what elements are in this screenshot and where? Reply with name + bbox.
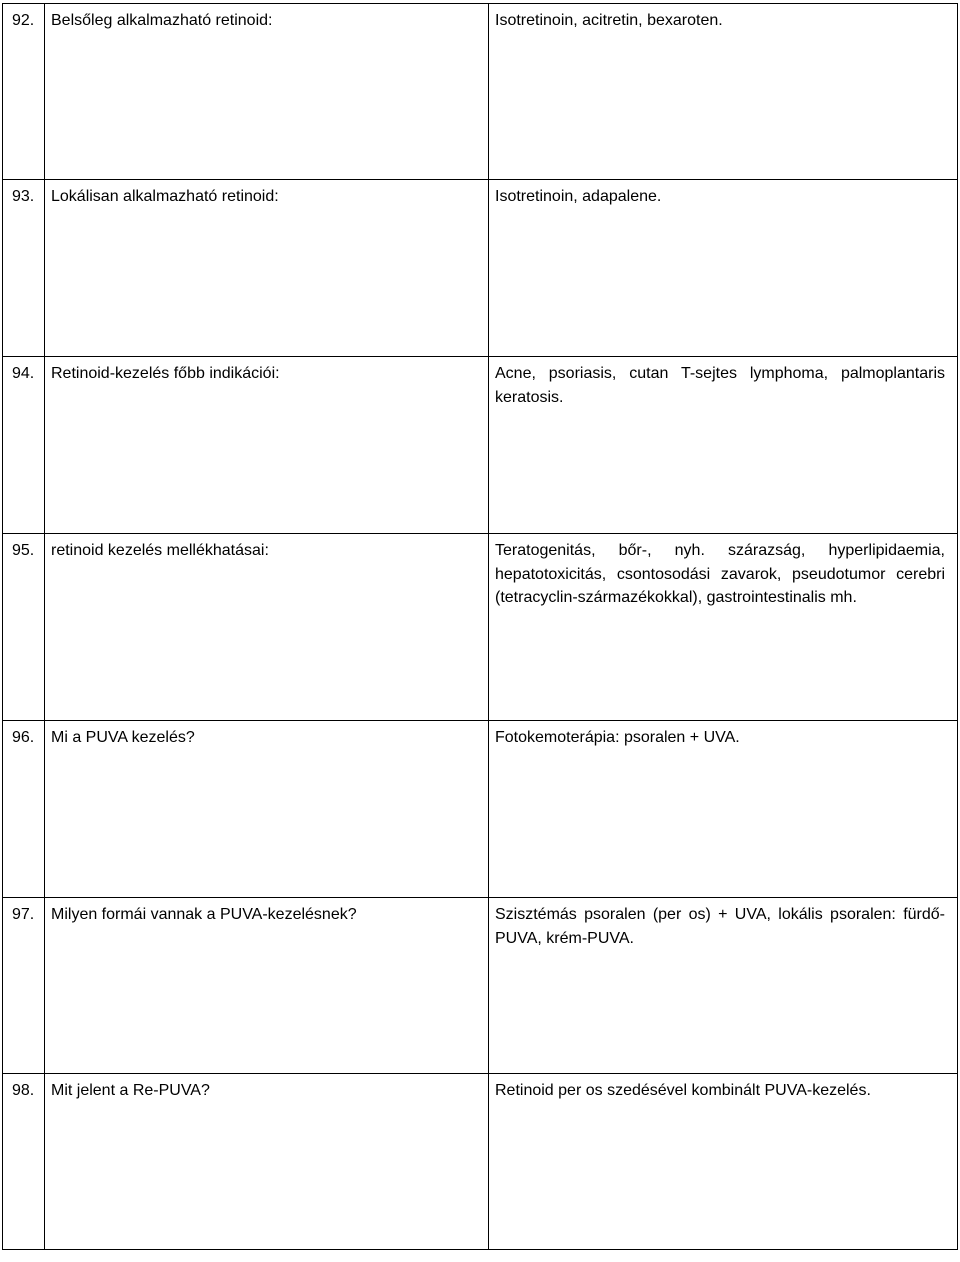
question-cell: Milyen formái vannak a PUVA-kezelésnek? — [45, 898, 489, 1074]
row-number: 92. — [3, 4, 45, 180]
row-number: 93. — [3, 180, 45, 357]
answer-cell: Fotokemoterápia: psoralen + UVA. — [489, 721, 958, 898]
answer-cell: Szisztémás psoralen (per os) + UVA, lokális psoralen: fürdő-PUVA, krém-PUVA. — [489, 898, 958, 1074]
table-row — [3, 534, 958, 721]
question-cell: Belsőleg alkalmazható retinoid: — [45, 4, 489, 180]
row-number: 94. — [3, 357, 45, 534]
question-cell: Retinoid-kezelés főbb indikációi: — [45, 357, 489, 534]
row-number: 97. — [3, 898, 45, 1074]
table-row — [3, 357, 958, 534]
row-number: 96. — [3, 721, 45, 898]
answer-cell: Isotretinoin, acitretin, bexaroten. — [489, 4, 958, 180]
question-cell: retinoid kezelés mellékhatásai: — [45, 534, 489, 721]
table-row — [3, 898, 958, 1074]
row-number: 98. — [3, 1074, 45, 1250]
answer-cell: Retinoid per os szedésével kombinált PUVA-kezelés. — [489, 1074, 958, 1250]
row-number: 95. — [3, 534, 45, 721]
answer-cell: Isotretinoin, adapalene. — [489, 180, 958, 357]
answer-cell: Teratogenitás, bőr-, nyh. szárazság, hyperlipidaemia, hepatotoxicitás, csontosodási zavarok, pseudotumor cerebri (tetracyclin-származékokkal), gastrointestinalis mh. — [489, 534, 958, 721]
question-cell: Lokálisan alkalmazható retinoid: — [45, 180, 489, 357]
table-row — [3, 1074, 958, 1250]
table-row — [3, 180, 958, 357]
question-cell: Mit jelent a Re-PUVA? — [45, 1074, 489, 1250]
qa-table — [2, 3, 958, 1250]
answer-cell: Acne, psoriasis, cutan T-sejtes lymphoma, palmoplantaris keratosis. — [489, 357, 958, 534]
table-row — [3, 721, 958, 898]
table-row — [3, 4, 958, 180]
question-cell: Mi a PUVA kezelés? — [45, 721, 489, 898]
